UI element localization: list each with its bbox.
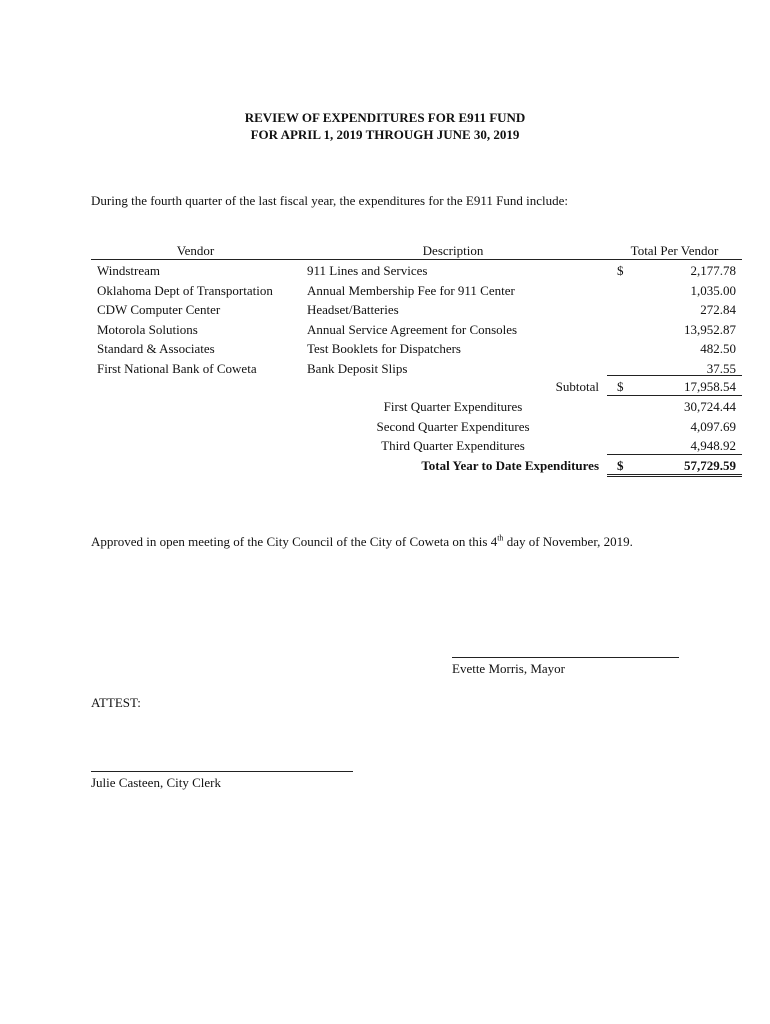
table-row <box>0 361 770 380</box>
vendor-cell: Windstream <box>97 263 161 278</box>
subtotal-amount: 17,958.54 <box>684 379 736 394</box>
description-cell: 911 Lines and Services <box>307 263 428 278</box>
table-row <box>0 322 770 341</box>
first-quarter-label: First Quarter Expenditures <box>383 399 523 414</box>
header-description: Description <box>422 243 484 258</box>
vendor-cell: Oklahoma Dept of Transportation <box>97 282 273 298</box>
header-total: Total Per Vendor <box>630 243 719 258</box>
amount-cell: 1,035.00 <box>690 282 736 298</box>
third-quarter-amount: 4,948.92 <box>690 438 736 453</box>
second-quarter-amount: 4,097.69 <box>690 419 736 434</box>
table-row <box>0 283 770 302</box>
description-cell: Annual Membership Fee for 911 Center <box>307 282 515 298</box>
approval-paragraph <box>91 534 633 550</box>
approval-text-after: day of November, 2019. <box>503 534 633 549</box>
table-row <box>0 341 770 360</box>
dollar-sign-cell: $ <box>617 263 624 278</box>
subtotal-rule <box>607 375 742 376</box>
amount-cell: 272.84 <box>700 302 736 317</box>
header-vendor: Vendor <box>176 243 215 258</box>
amount-cell: 13,952.87 <box>684 321 736 337</box>
total-dollar-sign: $ <box>617 458 624 473</box>
first-quarter-amount: 30,724.44 <box>684 399 736 414</box>
amount-cell: 2,177.78 <box>690 263 736 278</box>
document-title-line1: REVIEW OF EXPENDITURES FOR E911 FUND <box>244 110 526 125</box>
vendor-cell: First National Bank of Coweta <box>97 360 257 376</box>
amount-cell: 37.55 <box>706 360 736 376</box>
subtotal-underline <box>607 395 742 396</box>
vendor-cell: Standard & Associates <box>97 341 215 356</box>
subtotal-label: Subtotal <box>555 379 599 394</box>
attest-label: ATTEST: <box>91 695 141 710</box>
description-cell: Bank Deposit Slips <box>307 360 408 376</box>
description-cell: Headset/Batteries <box>307 302 399 317</box>
total-label: Total Year to Date Expenditures <box>421 458 599 473</box>
table-row <box>0 302 770 321</box>
approval-text-before: Approved in open meeting of the City Council of the City of Coweta on this 4 <box>91 534 498 549</box>
header-rule <box>91 259 742 260</box>
vendor-cell: Motorola Solutions <box>97 321 198 337</box>
second-quarter-label: Second Quarter Expenditures <box>376 419 530 434</box>
amount-cell: 482.50 <box>700 341 736 356</box>
subtotal-dollar-sign: $ <box>617 379 624 394</box>
second-quarter-row <box>0 419 770 438</box>
table-row <box>0 263 770 282</box>
first-quarter-row <box>0 399 770 418</box>
total-rule <box>607 454 742 455</box>
description-cell: Test Booklets for Dispatchers <box>307 341 461 356</box>
mayor-signature-name: Evette Morris, Mayor <box>452 661 566 676</box>
description-cell: Annual Service Agreement for Consoles <box>307 321 518 337</box>
approval-ordinal-suffix: th <box>497 533 504 543</box>
total-amount: 57,729.59 <box>684 458 736 473</box>
third-quarter-label: Third Quarter Expenditures <box>381 438 525 453</box>
vendor-cell: CDW Computer Center <box>97 302 221 317</box>
total-double-rule-1 <box>607 474 742 475</box>
clerk-signature-name: Julie Casteen, City Clerk <box>91 775 221 790</box>
intro-paragraph: During the fourth quarter of the last fiscal year, the expenditures for the E911 Fund include: <box>91 193 568 208</box>
total-double-rule-2 <box>607 476 742 477</box>
document-title-line2: FOR APRIL 1, 2019 THROUGH JUNE 30, 2019 <box>250 127 520 142</box>
mayor-signature-line <box>452 657 679 658</box>
clerk-signature-line <box>91 771 353 772</box>
